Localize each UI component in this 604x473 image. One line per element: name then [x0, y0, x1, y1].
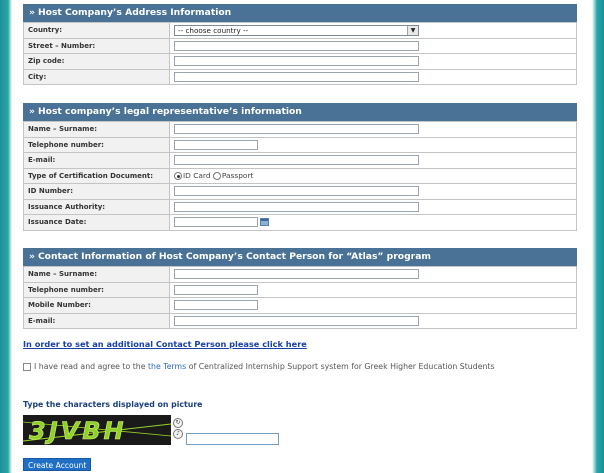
id-number-input[interactable]: [174, 186, 419, 196]
zip-label: Zip code:: [24, 54, 170, 70]
passport-radio[interactable]: [213, 172, 221, 180]
legal-phone-label: Telephone number:: [24, 137, 170, 153]
issuance-date-input[interactable]: [174, 217, 258, 227]
legal-section-title: Host company’s legal representative’s information: [37, 106, 302, 117]
zip-input[interactable]: [174, 56, 419, 66]
section-marker-icon: »: [29, 106, 35, 117]
captcha-input[interactable]: [186, 433, 279, 445]
contact-email-label: E-mail:: [24, 313, 170, 329]
agree-text-suffix: of Centralized Internship Support system for Greek Higher Education Students: [186, 362, 495, 371]
audio-icon[interactable]: ♪: [173, 429, 183, 439]
terms-link[interactable]: the Terms: [147, 362, 187, 371]
address-section: [23, 4, 577, 85]
contact-name-input[interactable]: [174, 269, 419, 279]
legal-section: [23, 103, 577, 231]
contact-email-row: [24, 313, 577, 329]
issuance-date-label: Issuance Date:: [24, 215, 170, 231]
city-label: City:: [24, 69, 170, 85]
contact-mobile-label: Mobile Number:: [24, 298, 170, 314]
issuance-date-row: [24, 215, 577, 231]
captcha-title: Type the characters displayed on picture: [23, 400, 203, 409]
doc-type-radio-group: [174, 171, 253, 180]
add-contact-person-link[interactable]: In order to set an additional Contact Person please click here: [23, 339, 307, 349]
contact-section-title: Contact Information of Host Company’s Contact Person for “Atlas” program: [37, 251, 431, 262]
id-number-row: [24, 184, 577, 200]
address-section-title: Host Company’s Address Information: [37, 7, 232, 18]
calendar-icon[interactable]: [260, 218, 269, 226]
legal-phone-input[interactable]: [174, 140, 258, 150]
section-marker-icon: »: [29, 251, 35, 262]
legal-name-input[interactable]: [174, 124, 419, 134]
contact-email-input[interactable]: [174, 316, 419, 326]
contact-phone-label: Telephone number:: [24, 282, 170, 298]
legal-section-header: [23, 103, 577, 121]
legal-name-label: Name – Surname:: [24, 122, 170, 138]
legal-form: [23, 121, 577, 231]
chevron-down-icon[interactable]: ▼: [407, 26, 418, 35]
street-input[interactable]: [174, 41, 419, 51]
country-select-value: -- choose country --: [178, 25, 249, 35]
contact-name-row: [24, 267, 577, 283]
city-input[interactable]: [174, 72, 419, 82]
id-card-radio[interactable]: [174, 172, 182, 180]
agree-text-prefix: I have read and agree to the: [34, 362, 148, 371]
street-row: [24, 38, 577, 54]
country-label: Country:: [24, 23, 170, 39]
contact-phone-row: [24, 282, 577, 298]
address-section-header: [23, 4, 577, 22]
doc-type-label: Type of Certification Document:: [24, 168, 170, 184]
contact-name-label: Name – Surname:: [24, 267, 170, 283]
legal-email-row: [24, 153, 577, 169]
contact-form: [23, 266, 577, 329]
id-number-label: ID Number:: [24, 184, 170, 200]
agree-checkbox[interactable]: [23, 363, 31, 371]
contact-section-header: [23, 248, 577, 266]
passport-radio-label: Passport: [221, 171, 254, 181]
country-row: [24, 23, 577, 39]
legal-email-label: E-mail:: [24, 153, 170, 169]
captcha-text: 3JVBH: [29, 417, 127, 445]
street-label: Street – Number:: [24, 38, 170, 54]
captcha-image: [23, 415, 171, 445]
legal-name-row: [24, 122, 577, 138]
country-select[interactable]: [174, 25, 419, 36]
legal-phone-row: [24, 137, 577, 153]
address-form: [23, 22, 577, 85]
id-card-radio-label: ID Card: [183, 171, 211, 181]
authority-input[interactable]: [174, 202, 419, 212]
authority-row: [24, 199, 577, 215]
city-row: [24, 69, 577, 85]
zip-row: [24, 54, 577, 70]
contact-section: [23, 248, 577, 329]
refresh-icon[interactable]: ↻: [173, 418, 183, 428]
section-marker-icon: »: [29, 7, 35, 18]
create-account-button[interactable]: Create Account: [23, 458, 91, 471]
authority-label: Issuance Authority:: [24, 199, 170, 215]
contact-mobile-row: [24, 298, 577, 314]
contact-phone-input[interactable]: [174, 285, 258, 295]
legal-email-input[interactable]: [174, 155, 419, 165]
terms-agreement: [23, 362, 495, 371]
doc-type-row: [24, 168, 577, 184]
contact-mobile-input[interactable]: [174, 300, 258, 310]
